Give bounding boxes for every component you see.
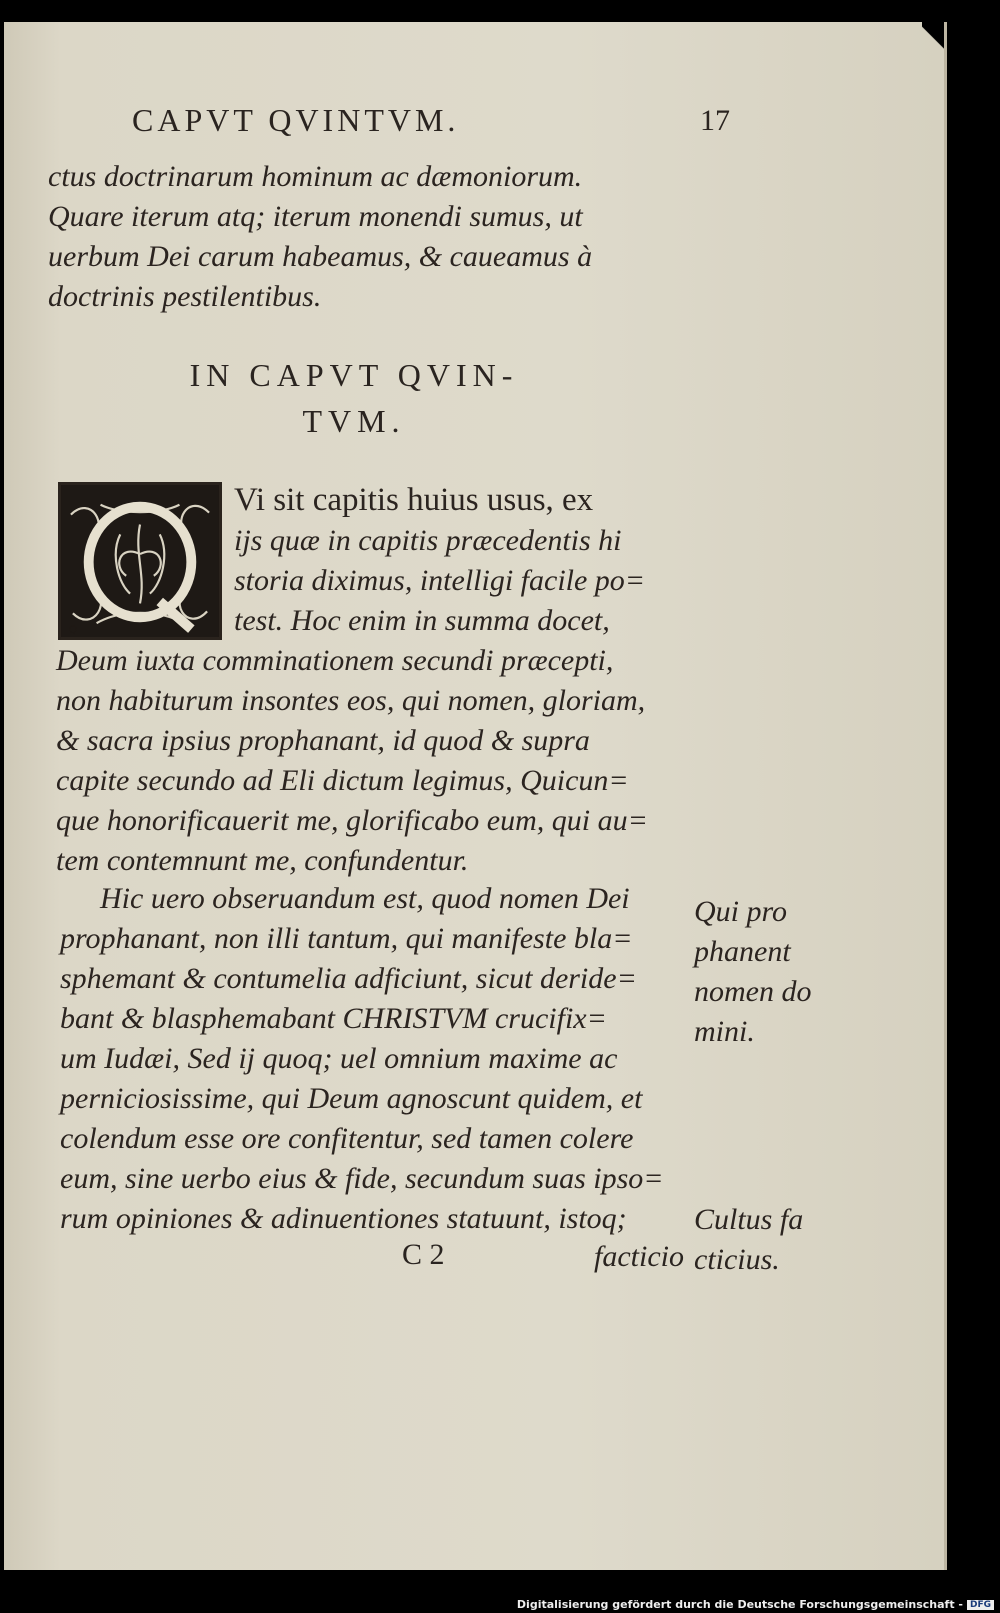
text-line: test. Hoc enim in summa docet, [234, 604, 610, 637]
text-line: Quare iterum atq; iterum monendi sumus, ut [48, 200, 583, 233]
margin-note-line: Qui pro [694, 895, 788, 928]
footer-text: Digitalisierung gefördert durch die Deutsche Forschungsgemeinschaft - [516, 1598, 963, 1611]
margin-note-line: phanent [694, 935, 791, 968]
margin-note-line: Cultus fa [694, 1203, 804, 1236]
running-head: CAPVT QVINTVM. [132, 102, 460, 138]
margin-note-line: mini. [694, 1015, 755, 1048]
foliage-ornament-icon [61, 485, 219, 637]
text-line: bant & blasphemabant CHRISTVM crucifix= [60, 1002, 607, 1035]
chapter-title-text: IN CAPVT QVIN- TVM. [189, 357, 519, 439]
dfg-logo: DFG [967, 1600, 994, 1610]
text-line: capite secundo ad Eli dictum legimus, Quicun= [56, 764, 629, 797]
chapter-title [4, 352, 704, 444]
margin-note-line: cticius. [694, 1243, 780, 1276]
text-line: non habiturum insontes eos, qui nomen, gloriam, [56, 684, 646, 717]
text-line: colendum esse ore confitentur, sed tamen colere [60, 1122, 634, 1155]
book-page [4, 22, 947, 1570]
digitization-footer [517, 1598, 994, 1611]
text-line: um Iudæi, Sed ij quoq; uel omnium maxime ac [60, 1042, 618, 1075]
catchword: facticio [594, 1240, 684, 1273]
initial-letter: Q [68, 625, 78, 637]
margin-note [694, 1200, 803, 1280]
decorated-initial [58, 482, 222, 640]
text-line: sphemant & contumelia adficiunt, sicut deride= [60, 962, 637, 995]
margin-note-line: nomen do [694, 975, 812, 1008]
text-line: eum, sine uerbo eius & fide, secundum suas ipso= [60, 1162, 664, 1195]
text-line: doctrinis pestilentibus. [48, 280, 322, 313]
text-line: ctus doctrinarum hominum ac dæmoniorum. [48, 160, 583, 193]
text-line: storia diximus, intelligi facile po= [234, 564, 646, 597]
text-line: Vi sit capitis huius usus, ex [234, 482, 594, 518]
text-line: prophanant, non illi tantum, qui manifeste bla= [60, 922, 633, 955]
text-line: uerbum Dei carum habeamus, & caueamus à [48, 240, 593, 273]
text-line: & sacra ipsius prophanant, id quod & supra [56, 724, 590, 757]
margin-note [694, 892, 811, 1052]
text-line: Hic uero obseruandum est, quod nomen Dei [100, 882, 630, 915]
text-line: perniciosissime, qui Deum agnoscunt quidem, et [60, 1082, 643, 1115]
text-line: ijs quæ in capitis præcedentis hi [234, 524, 622, 557]
text-line: tem contemnunt me, confundentur. [56, 844, 469, 877]
text-line: rum opiniones & adinuentiones statuunt, istoq; [60, 1202, 627, 1235]
folio-number: 17 [700, 104, 730, 137]
signature-mark: C 2 [402, 1238, 445, 1271]
text-line: que honorificauerit me, glorificabo eum, qui au= [56, 804, 648, 837]
text-line: Deum iuxta comminationem secundi præcepti, [56, 644, 614, 677]
